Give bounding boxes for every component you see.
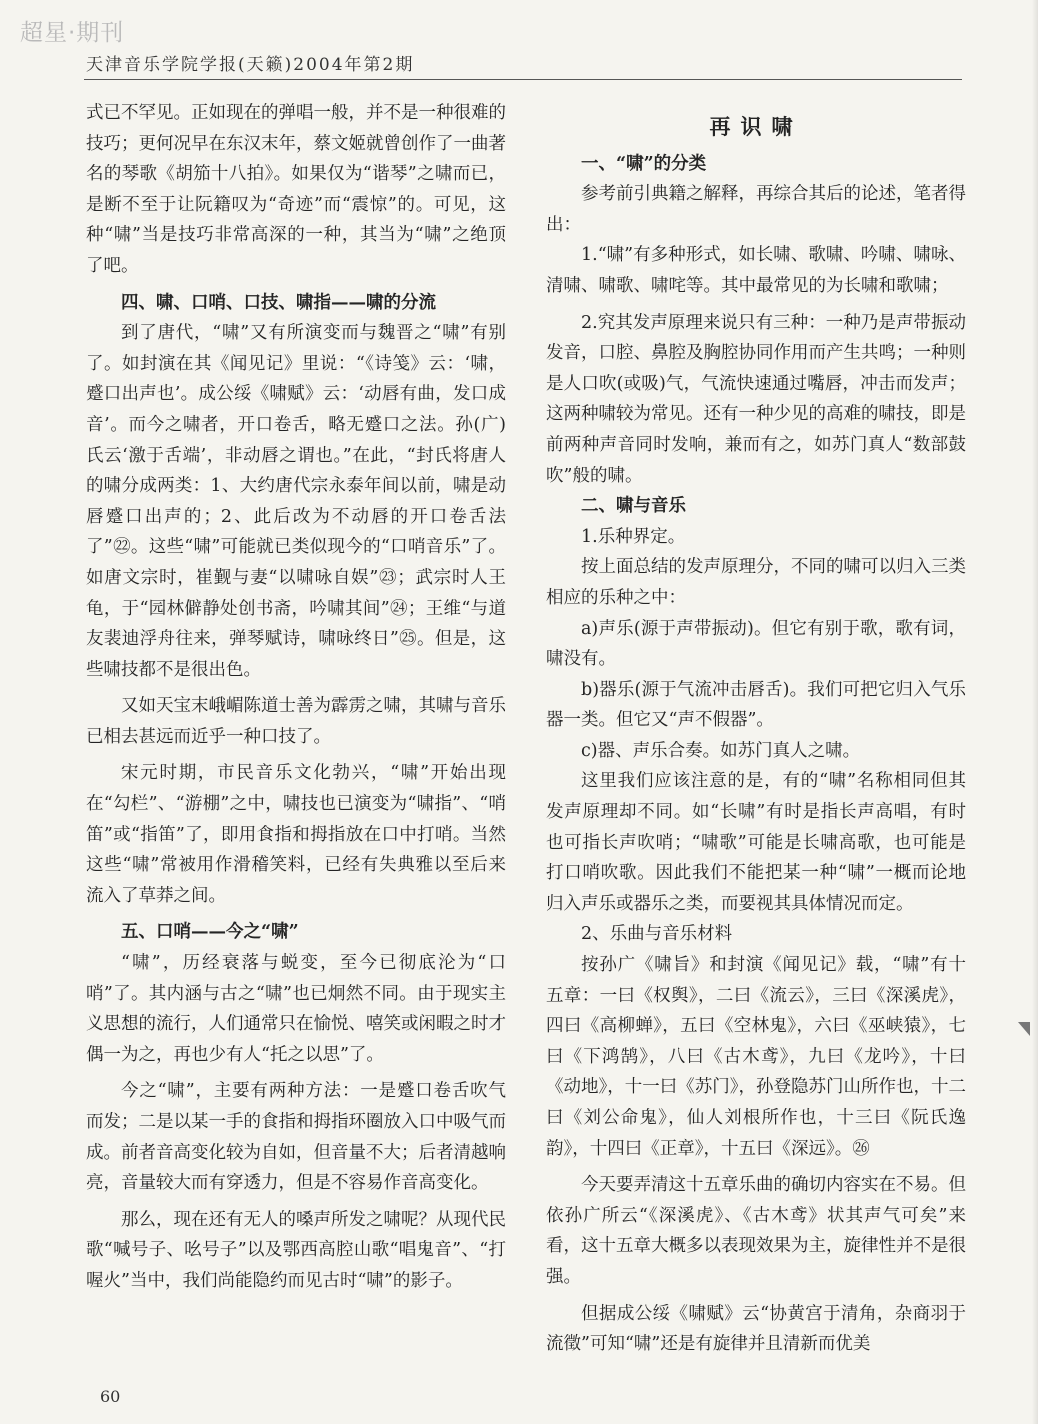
paragraph: 这里我们应该注意的是，有的“啸”名称相同但其发声原理却不同。如“长啸”有时是指长声高唱，有时也可指长声吹哨；“啸歌”可能是长啸高歌，也可能是打口哨吹歌。因此我们不能把某一种“啸”一概而论地归入声乐或器乐之类，而要视其具体情况而定。	[546, 771, 966, 914]
paragraph: 今天要弄清这十五章乐曲的确切内容实在不易。但依孙广所云“《深溪虎》、《古木鸢》状其声气可矣”来看，这十五章大概多以表现效果为主，旋律性并不是很强。	[546, 1175, 966, 1287]
section-heading: 五、口哨——今之“啸”	[121, 922, 299, 943]
page-edge-shadow	[1032, 0, 1038, 1424]
subsection-heading: 2、乐曲与音乐材料	[581, 924, 733, 945]
paragraph: 式已不罕见。正如现在的弹唱一般，并不是一种很难的技巧；更何况早在东汉末年，蔡文姬就曾创作了一曲著名的琴歌《胡笳十八拍》。如果仅为“谐琴”之啸而已，是断不至于让阮籍叹为“奇迹”而“震惊”的。可见，这种“啸”当是技巧非常高深的一种，其当为“啸”之绝顶了吧。	[86, 103, 506, 276]
margin-mark	[1018, 1022, 1030, 1036]
paragraph: 参考前引典籍之解释，再综合其后的论述，笔者得出：	[546, 184, 966, 235]
list-item: 2.究其发声原理来说只有三种：一种乃是声带振动发音，口腔、鼻腔及胸腔协同作用而产生共鸣；一种则是人口吹(或吸)气，气流快速通过嘴唇，冲击而发声；这两种啸较为常见。还有一种少见的高难的啸技，即是前两种声音同时发响，兼而有之，如苏门真人“数部鼓吹”般的啸。	[546, 312, 966, 486]
list-item: c)器、声乐合奏。如苏门真人之啸。	[581, 740, 861, 761]
list-item: a)声乐(源于声带振动)。但它有别于歌，歌有词，啸没有。	[546, 618, 966, 670]
paragraph: 今之“啸”，主要有两种方法：一是蹙口卷舌吹气而发；二是以某一手的食指和拇指环圈放入口中吸气而成。前者音高变化较为自如，但音量不大；后者清越响亮，音量较大而有穿透力，但是不容易作音高变化。	[86, 1081, 506, 1194]
section-heading: 四、啸、口哨、口技、啸指——啸的分流	[121, 292, 436, 313]
paragraph: “啸”，历经衰落与蜕变，至今已彻底沦为“口哨”了。其内涵与古之“啸”也已炯然不同。由于现实主义思想的流行，人们通常只在愉悦、嘻笑或闲暇之时才偶一为之，再也少有人“托之以思”了。	[86, 953, 506, 1065]
right-column	[546, 98, 966, 1360]
running-head: 天津音乐学院学报(天籁)2004年第2期	[86, 55, 415, 75]
paragraph: 按上面总结的发声原理分，不同的啸可以归入三类相应的乐种之中：	[546, 557, 966, 608]
left-column	[86, 98, 506, 1297]
paragraph: 到了唐代，“啸”又有所演变而与魏晋之“啸”有别了。如封演在其《闻见记》里说：“《诗笺》云：‘啸，蹙口出声也’。成公绥《啸赋》云：‘动唇有曲，发口成音’。而今之啸者，开口卷舌，略无蹙口之法。孙(广)氏云‘激于舌端’，非动唇之谓也。”在此，“封氏将唐人的啸分成两类：1、大约唐代宗永泰年间以前，啸是动唇蹙口出声的；2、此后改为不动唇的开口卷舌法了”㉒。这些“啸”可能就已类似现今的“口哨音乐”了。如唐文宗时，崔觐与妻“以啸咏自娱”㉓；武宗时人王龟，于“园林僻静处创书斋，吟啸其间”㉔；王维“与道友裴迪浮舟往来，弹琴赋诗，啸咏终日”㉕。但是，这些啸技都不是很出色。	[86, 323, 506, 680]
paragraph: 那么，现在还有无人的嗓声所发之啸呢？从现代民歌“喊号子、吆号子”以及鄂西高腔山歌“唱鬼音”、“打喔火”当中，我们尚能隐约而见古时“啸”的影子。	[86, 1209, 506, 1291]
paragraph: 按孙广《啸旨》和封演《闻见记》载，“啸”有十五章：一曰《权舆》，二曰《流云》，三曰《深溪虎》，四曰《高柳蝉》，五曰《空林鬼》，六曰《巫峡猿》，七曰《下鸿鹄》，八曰《古木鸢》，九曰《龙吟》，十曰《动地》，十一曰《苏门》，孙登隐苏门山所作也，十二曰《刘公命鬼》，仙人刘根所作也，十三曰《阮氏逸韵》，十四曰《正章》，十五曰《深远》。㉖	[546, 955, 966, 1159]
article-title: 再识啸	[709, 114, 803, 139]
paragraph: 但据成公绥《啸赋》云“协黄宫于清角，杂商羽于流徵”可知“啸”还是有旋律并且清新而优美	[546, 1303, 966, 1355]
page-number: 60	[100, 1387, 121, 1406]
subsection-heading: 1.乐种界定。	[581, 526, 686, 547]
header-rule	[84, 79, 962, 80]
section-heading: 二、啸与音乐	[581, 496, 686, 517]
list-item: 1.“啸”有多种形式，如长啸、歌啸、吟啸、啸咏、清啸、啸歌、啸咤等。其中最常见的为长啸和歌啸；	[546, 245, 966, 296]
list-item: b)器乐(源于气流冲击唇舌)。我们可把它归入气乐器一类。但它又“声不假器”。	[546, 679, 966, 731]
section-heading: 一、“啸”的分类	[581, 153, 707, 174]
paragraph: 宋元时期，市民音乐文化勃兴，“啸”开始出现在“勾栏”、“游棚”之中，啸技也已演变为“啸指”、“哨笛”或“指笛”了，即用食指和拇指放在口中打哨。当然这些“啸”常被用作滑稽笑料，已经有失典雅以至后来流入了草莽之间。	[86, 763, 506, 906]
watermark: 超星·期刊	[20, 20, 125, 46]
paragraph: 又如天宝末峨嵋陈道士善为霹雳之啸，其啸与音乐已相去甚远而近乎一种口技了。	[86, 696, 506, 747]
